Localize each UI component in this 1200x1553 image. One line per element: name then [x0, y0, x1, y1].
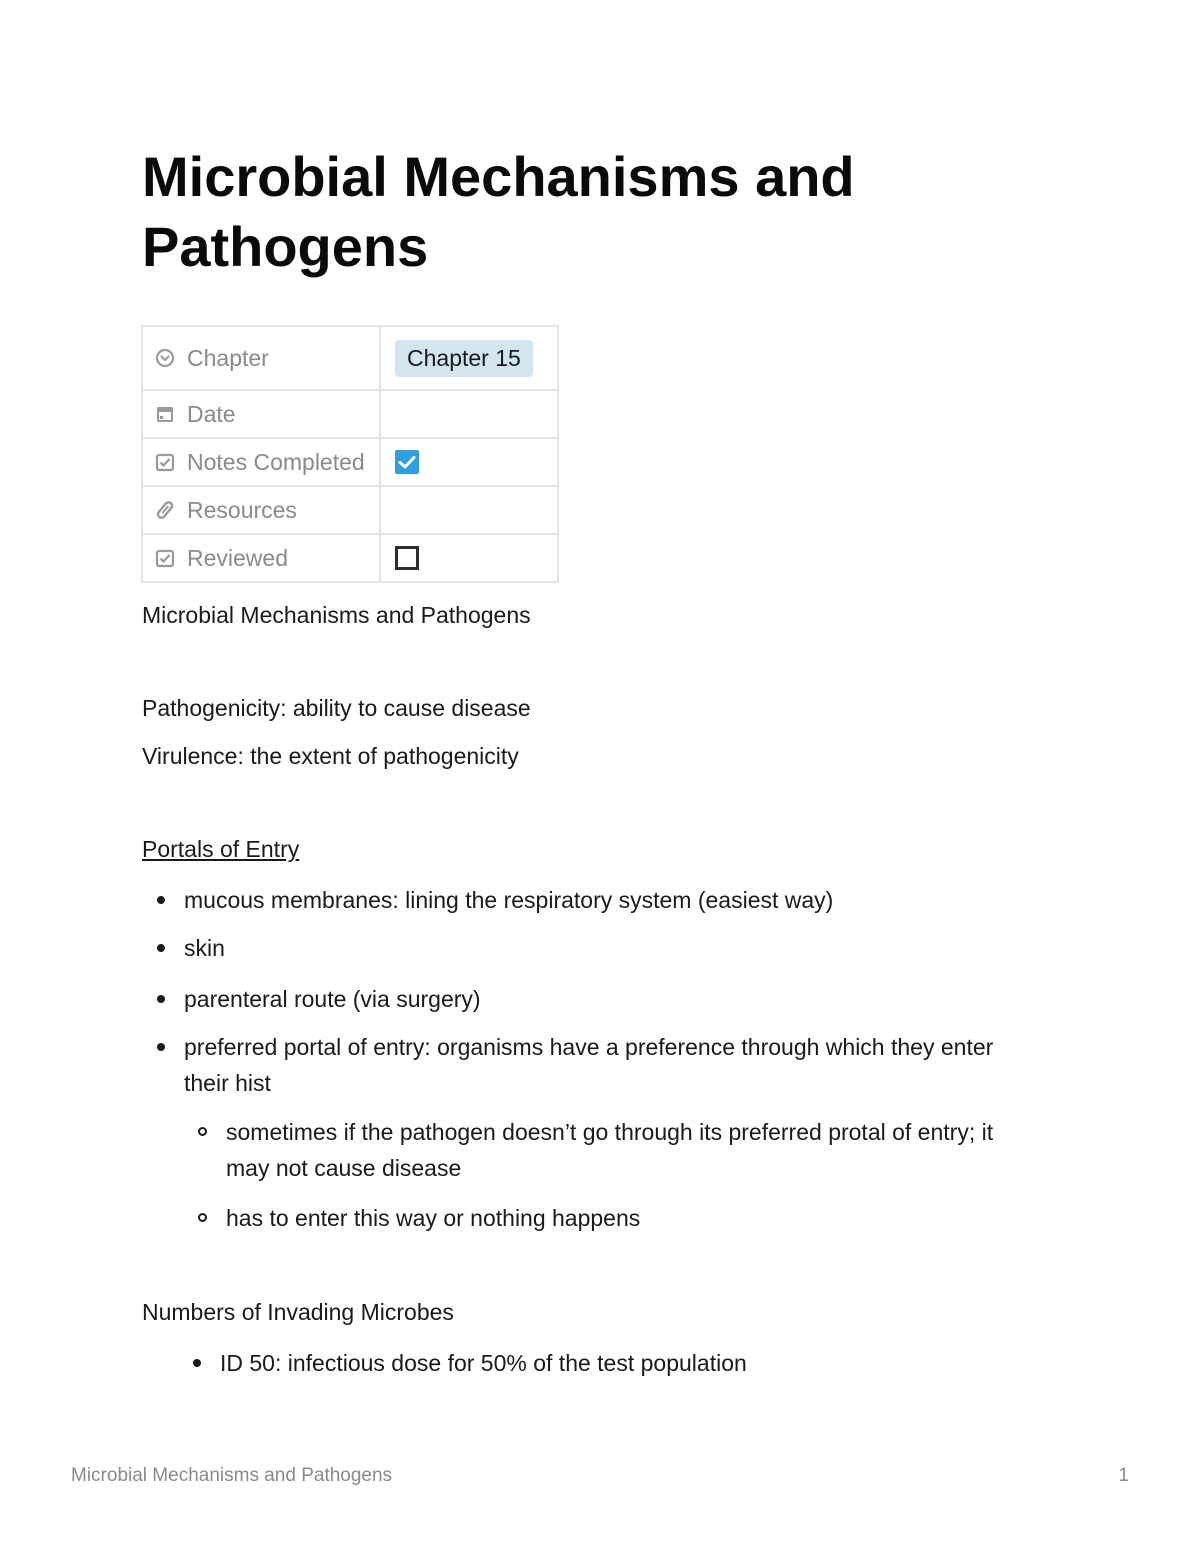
property-row-chapter — [142, 326, 558, 390]
page-title: Microbial Mechanisms and Pathogens — [142, 145, 855, 278]
notes-completed-checkbox[interactable] — [395, 450, 419, 474]
portal-item-skin: skin — [184, 935, 225, 961]
invading-item-id50: ID 50: infectious dose for 50% of the test population — [220, 1350, 747, 1376]
date-value[interactable] — [380, 390, 558, 438]
property-label-resources: Resources — [187, 496, 297, 523]
property-label-chapter: Chapter — [187, 344, 269, 371]
property-row-date — [142, 390, 558, 438]
property-row-notes-completed — [142, 438, 558, 486]
portal-item-parenteral: parenteral route (via surgery) — [184, 986, 481, 1012]
property-row-reviewed — [142, 534, 558, 582]
checkbox-icon — [155, 452, 175, 472]
resources-value[interactable] — [380, 486, 558, 534]
sub-bullet-icon — [198, 1127, 207, 1136]
properties-table — [141, 325, 559, 583]
bullet-icon — [157, 1043, 165, 1051]
calendar-icon — [155, 404, 175, 424]
definition-pathogenicity: Pathogenicity: ability to cause disease — [142, 695, 531, 721]
chapter-tag[interactable]: Chapter 15 — [395, 340, 533, 377]
portals-heading: Portals of Entry — [142, 836, 300, 862]
page-number: 1 — [1118, 1465, 1129, 1486]
property-label-reviewed: Reviewed — [187, 544, 288, 571]
reviewed-checkbox[interactable] — [395, 546, 419, 570]
paperclip-icon — [155, 500, 175, 520]
property-label-notes-completed: Notes Completed — [187, 448, 365, 475]
bullet-icon — [157, 995, 165, 1003]
portal-subitem-sometimes: sometimes if the pathogen doesn’t go through its preferred protal of entry; it may not cause disease — [226, 1119, 994, 1181]
sub-bullet-icon — [198, 1213, 207, 1222]
portal-subitem-has-to-enter: has to enter this way or nothing happens — [226, 1205, 641, 1231]
portal-item-preferred: preferred portal of entry: organisms have a preference through which they enter their hist — [184, 1034, 994, 1096]
chevron-circle-icon — [155, 348, 175, 368]
checkmark-icon — [395, 450, 419, 474]
footer-title: Microbial Mechanisms and Pathogens — [71, 1465, 393, 1486]
portal-item-mucous: mucous membranes: lining the respiratory system (easiest way) — [184, 887, 834, 913]
bullet-icon — [193, 1359, 201, 1367]
definition-virulence: Virulence: the extent of pathogenicity — [142, 743, 519, 769]
subtitle-text: Microbial Mechanisms and Pathogens — [142, 602, 531, 628]
checkbox-icon — [155, 548, 175, 568]
property-label-date: Date — [187, 400, 236, 427]
property-row-resources — [142, 486, 558, 534]
invading-heading: Numbers of Invading Microbes — [142, 1299, 454, 1325]
bullet-icon — [157, 944, 165, 952]
bullet-icon — [157, 896, 165, 904]
